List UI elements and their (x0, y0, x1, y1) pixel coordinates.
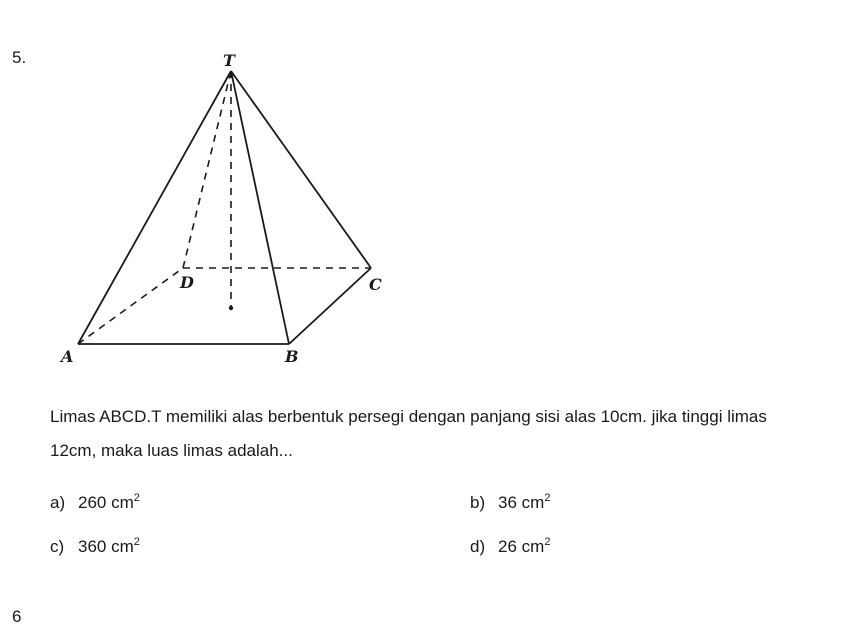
option-d[interactable] (470, 536, 550, 557)
option-unit: cm (521, 537, 545, 556)
option-exponent: 2 (133, 492, 140, 504)
option-exponent: 2 (544, 536, 551, 548)
option-letter: c) (50, 537, 65, 556)
option-value: 360 (78, 537, 107, 556)
vertex-label-C: C (369, 275, 382, 294)
question-text (50, 400, 845, 468)
vertex-label-D: D (180, 273, 194, 292)
option-value: 260 (78, 493, 107, 512)
option-c[interactable] (50, 536, 140, 557)
option-b[interactable] (470, 492, 550, 513)
vertex-label-B: B (285, 347, 299, 366)
question-text-line-2: 12cm, maka luas limas adalah... (50, 441, 293, 460)
vertex-label-T: T (223, 51, 235, 70)
option-letter: b) (470, 493, 486, 512)
option-unit: cm (111, 537, 134, 556)
edge-AD (78, 268, 183, 344)
option-value: 26 (498, 537, 517, 556)
option-value: 36 (498, 493, 517, 512)
option-letter: d) (470, 537, 486, 556)
option-unit: cm (521, 493, 545, 512)
edge-DT (183, 71, 231, 268)
vertex-label-A: A (61, 347, 74, 366)
question-text-line-1: Limas ABCD.T memiliki alas berbentuk persegi dengan panjang sisi alas 10cm. jika tinggi limas (50, 407, 767, 426)
option-unit: cm (111, 493, 134, 512)
option-a[interactable] (50, 492, 140, 513)
base-center-point (229, 306, 233, 310)
edge-BC (289, 268, 371, 344)
option-exponent: 2 (544, 492, 551, 504)
option-exponent: 2 (133, 536, 140, 548)
option-letter: a) (50, 493, 66, 512)
question-number: 5. (12, 48, 27, 67)
edge-AT (78, 71, 231, 344)
next-question-number: 6 (12, 607, 22, 626)
